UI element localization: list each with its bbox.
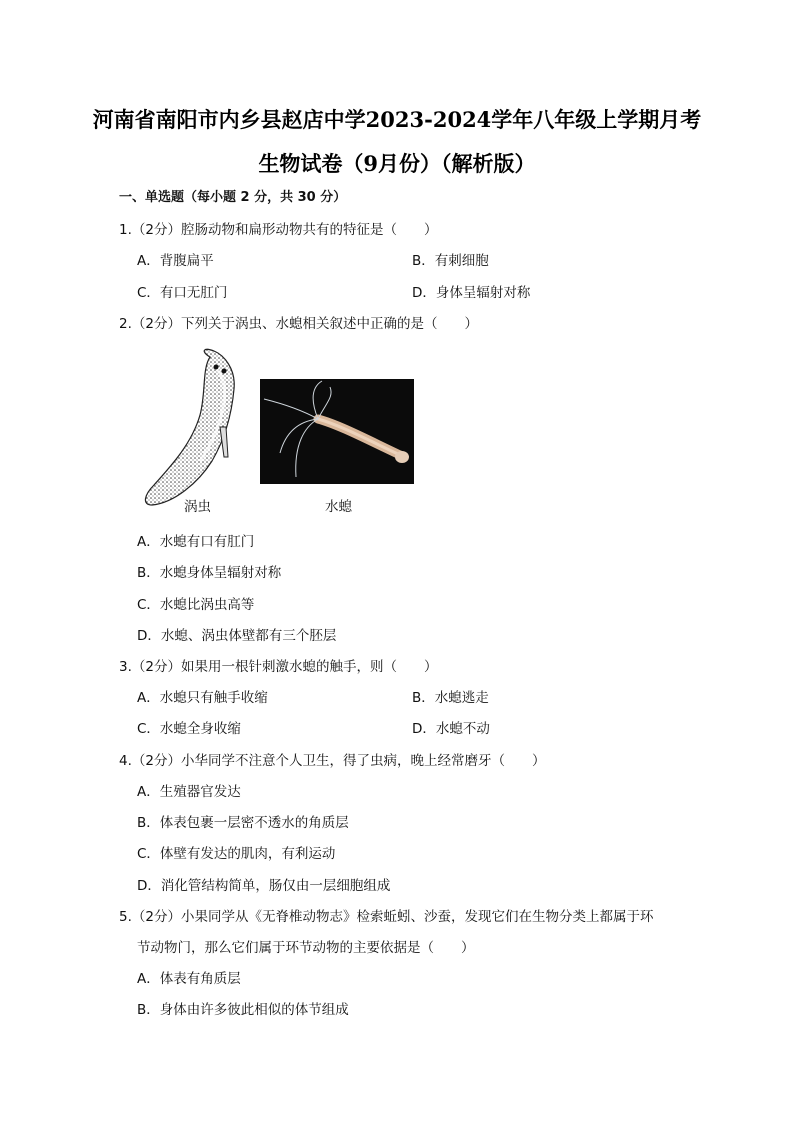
question-3-option-b: B．水螅逃走 (412, 690, 489, 706)
question-2-option-d: D．水螅、涡虫体壁都有三个胚层 (137, 628, 337, 644)
question-1-option-a: A．背腹扁平 (137, 253, 214, 269)
question-3-option-d: D．水螅不动 (412, 721, 490, 737)
question-2-option-b: B．水螅身体呈辐射对称 (137, 565, 282, 581)
section-heading: 一、单选题（每小题 2 分，共 30 分） (119, 190, 347, 205)
page-title: 河南省南阳市内乡县赵店中学2023-2024学年八年级上学期月考 (92, 107, 702, 132)
question-2-option-a: A．水螅有口有肛门 (137, 534, 255, 550)
page-subtitle: 生物试卷（9月份）（解析版） (258, 151, 536, 176)
question-5-option-a: A．体表有角质层 (137, 971, 241, 987)
question-4-option-d: D．消化管结构简单，肠仅由一层细胞组成 (137, 878, 391, 894)
question-2-option-c: C．水螅比涡虫高等 (137, 597, 255, 613)
question-5-option-b: B．身体由许多彼此相似的体节组成 (137, 1002, 349, 1018)
question-5-stem-line-1: 5.（2分）小果同学从《无脊椎动物志》检索蚯蚓、沙蚕，发现它们在生物分类上都属于环 (119, 909, 654, 925)
caption-hydra: 水螅 (325, 499, 352, 515)
caption-planarian: 涡虫 (184, 499, 211, 515)
question-3-stem: 3.（2分）如果用一根针刺激水螅的触手，则（ ） (119, 659, 438, 675)
question-1-option-b: B．有刺细胞 (412, 253, 489, 269)
question-2-stem: 2.（2分）下列关于涡虫、水螅相关叙述中正确的是（ ） (119, 316, 478, 332)
hydra-photo (260, 379, 414, 484)
question-4-stem: 4.（2分）小华同学不注意个人卫生，得了虫病，晚上经常磨牙（ ） (119, 753, 546, 769)
question-5-stem-line-2: 节动物门，那么它们属于环节动物的主要依据是（ ） (137, 940, 475, 956)
question-1-stem: 1.（2分）腔肠动物和扁形动物共有的特征是（ ） (119, 222, 438, 238)
question-1-option-d: D．身体呈辐射对称 (412, 285, 531, 301)
question-4-option-a: A．生殖器官发达 (137, 784, 241, 800)
planarian-illustration (138, 345, 242, 507)
question-1-option-c: C．有口无肛门 (137, 285, 228, 301)
question-3-option-c: C．水螅全身收缩 (137, 721, 241, 737)
question-3-option-a: A．水螅只有触手收缩 (137, 690, 268, 706)
question-4-option-c: C．体壁有发达的肌肉，有利运动 (137, 846, 336, 862)
question-4-option-b: B．体表包裹一层密不透水的角质层 (137, 815, 349, 831)
hydra-illustration (260, 379, 414, 484)
